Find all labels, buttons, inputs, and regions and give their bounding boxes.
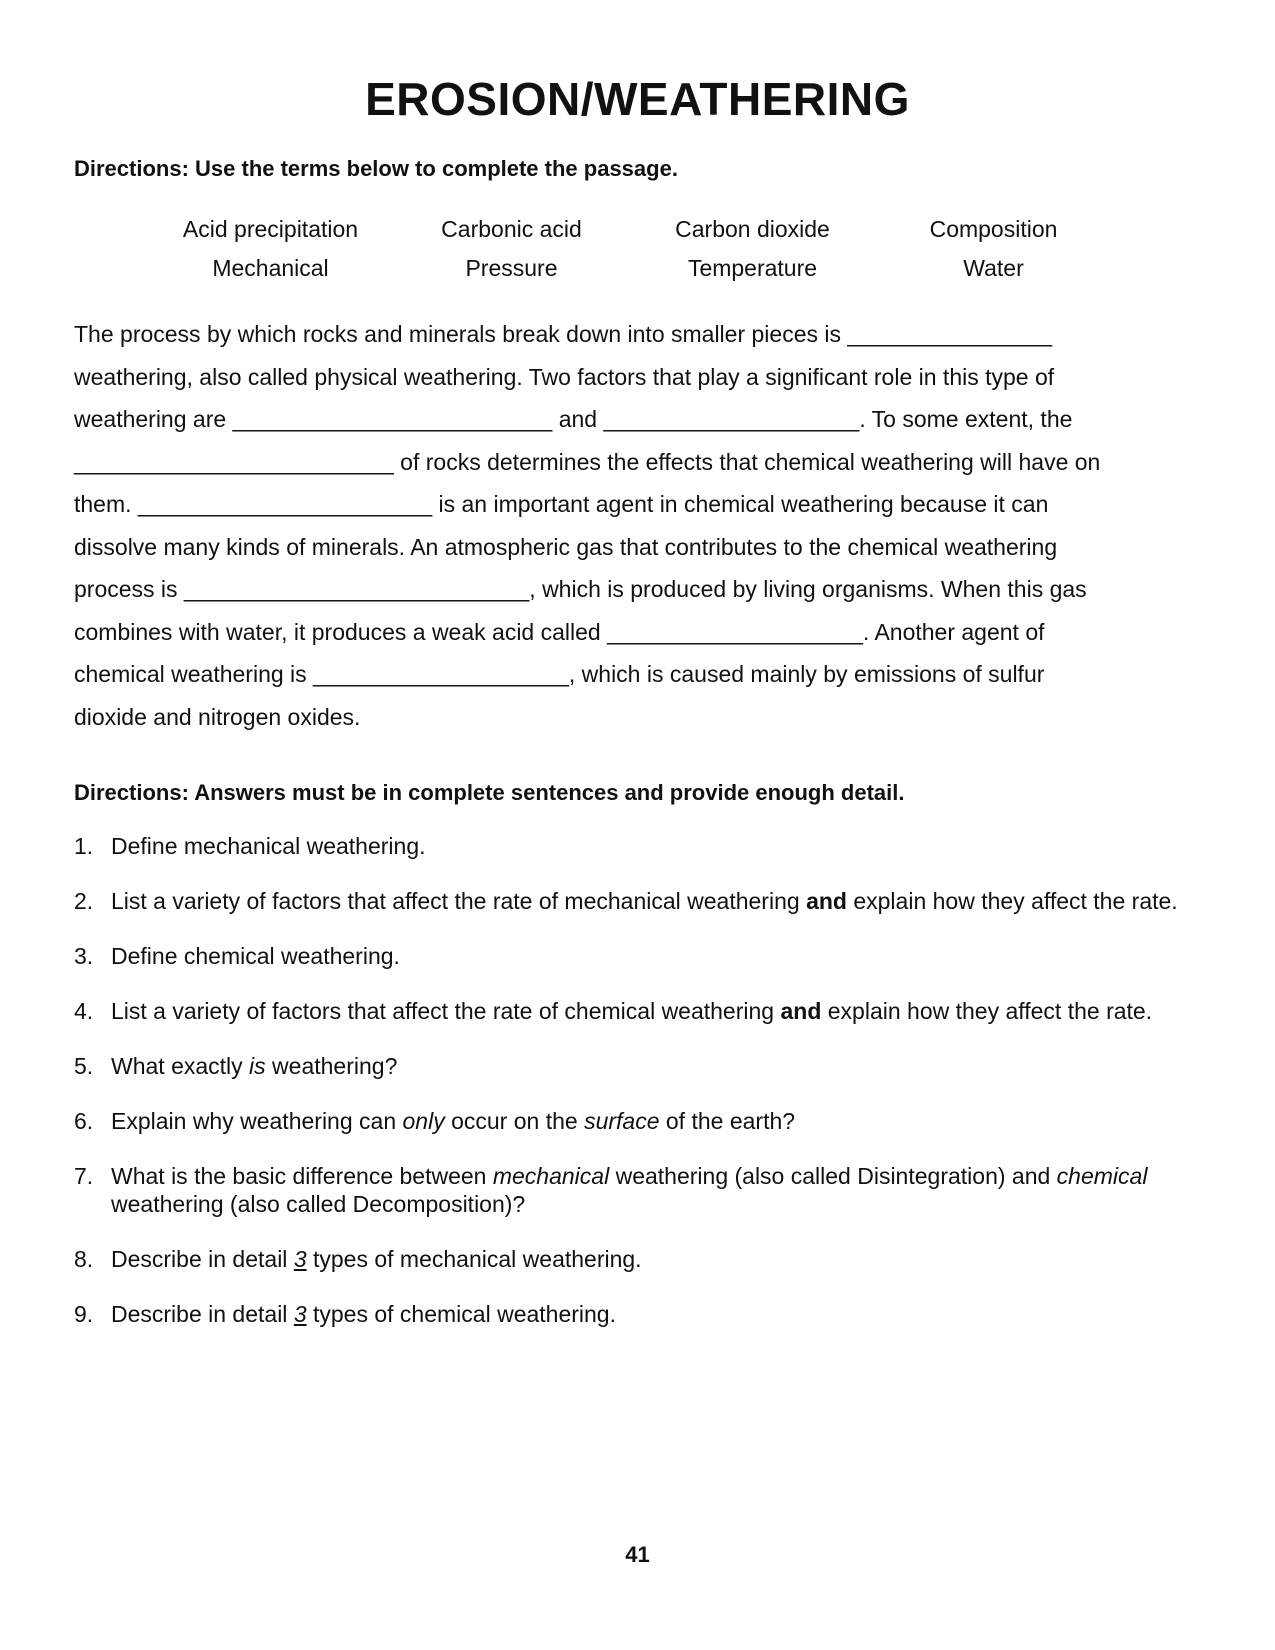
question-text: weathering? (265, 1053, 398, 1079)
passage-line: chemical weathering is ____________________, which is caused mainly by emissions of sulfur (74, 661, 1045, 687)
question-text: List a variety of factors that affect the rate of mechanical weathering (111, 888, 807, 914)
passage-line: weathering are _________________________ and ____________________. To some extent, the (74, 406, 1073, 432)
question-item (74, 1052, 1204, 1080)
question-text: Define mechanical weathering. (111, 833, 426, 859)
question-text: weathering (also called Disintegration) and (609, 1163, 1057, 1189)
question-text: occur on the (444, 1108, 585, 1134)
question-text: Define chemical weathering. (111, 943, 400, 969)
term: Temperature (687, 255, 818, 281)
question-number: 2. (74, 888, 94, 914)
question-text: List a variety of factors that affect the rate of chemical weathering (111, 998, 781, 1024)
question-text: explain how they affect the rate. (821, 998, 1153, 1024)
term: Water (963, 255, 1024, 281)
question-number: 9. (74, 1301, 94, 1327)
question-item (74, 887, 1204, 915)
emphasis-mechanical: mechanical (492, 1163, 610, 1189)
question-number: 5. (74, 1053, 94, 1079)
passage-line: _________________________ of rocks determines the effects that chemical weathering will have on (74, 448, 1101, 475)
question-item (74, 997, 1204, 1025)
term: Acid precipitation (182, 216, 359, 242)
emphasis-is: is (249, 1053, 266, 1079)
question-list (74, 832, 1204, 1355)
emphasis-3: 3 (293, 1246, 307, 1272)
question-item (74, 1245, 1204, 1273)
question-text: types of chemical weathering. (306, 1301, 616, 1327)
emphasis-and: and (780, 998, 822, 1024)
emphasis-only: only (402, 1108, 445, 1134)
term: Mechanical (212, 255, 329, 281)
emphasis-3: 3 (293, 1301, 307, 1327)
question-text: types of mechanical weathering. (306, 1246, 642, 1272)
question-text: Describe in detail (111, 1301, 294, 1327)
fill-in-passage (74, 313, 1204, 738)
question-text: of the earth? (659, 1108, 796, 1134)
passage-line: process is ___________________________, which is produced by living organisms. When this gas (74, 576, 1087, 602)
word-bank (150, 216, 1070, 282)
question-number: 6. (74, 1108, 94, 1134)
directions-questions: Directions: Answers must be in complete sentences and provide enough detail. (74, 780, 905, 805)
emphasis-surface: surface (584, 1108, 660, 1134)
term: Carbonic acid (441, 216, 582, 242)
question-text: Describe in detail (111, 1246, 294, 1272)
question-text: weathering (also called Decomposition)? (111, 1191, 526, 1217)
question-text: explain how they affect the rate. (846, 888, 1178, 914)
question-number: 8. (74, 1246, 94, 1272)
question-item (74, 1162, 1204, 1218)
question-number: 7. (74, 1163, 94, 1189)
page-number: 41 (625, 1542, 650, 1567)
emphasis-chemical: chemical (1056, 1163, 1148, 1189)
question-text: What is the basic difference between (111, 1163, 493, 1189)
question-item (74, 942, 1204, 970)
emphasis-and: and (806, 888, 847, 914)
passage-line: them. _______________________ is an important agent in chemical weathering because it can (74, 491, 1049, 517)
question-item (74, 832, 1204, 860)
passage-line: combines with water, it produces a weak acid called ____________________. Another agent of (74, 618, 1045, 645)
question-item (74, 1107, 1204, 1135)
term: Carbon dioxide (675, 216, 830, 242)
question-number: 1. (74, 833, 94, 859)
term: Composition (929, 216, 1058, 242)
question-text: Explain why weathering can (111, 1108, 403, 1134)
passage-line: dioxide and nitrogen oxides. (74, 703, 361, 730)
question-number: 4. (74, 998, 94, 1024)
term: Pressure (465, 255, 558, 281)
directions-fill-in: Directions: Use the terms below to complete the passage. (74, 156, 678, 181)
question-number: 3. (74, 943, 94, 969)
question-item (74, 1300, 1204, 1328)
passage-line: The process by which rocks and minerals break down into smaller pieces is ________________ (74, 321, 1053, 347)
question-text: What exactly (111, 1053, 250, 1079)
page-title: EROSION/WEATHERING (365, 73, 910, 125)
passage-line: dissolve many kinds of minerals. An atmospheric gas that contributes to the chemical weathering (74, 533, 1058, 560)
passage-line: weathering, also called physical weathering. Two factors that play a significant role in this type of (74, 363, 1055, 390)
